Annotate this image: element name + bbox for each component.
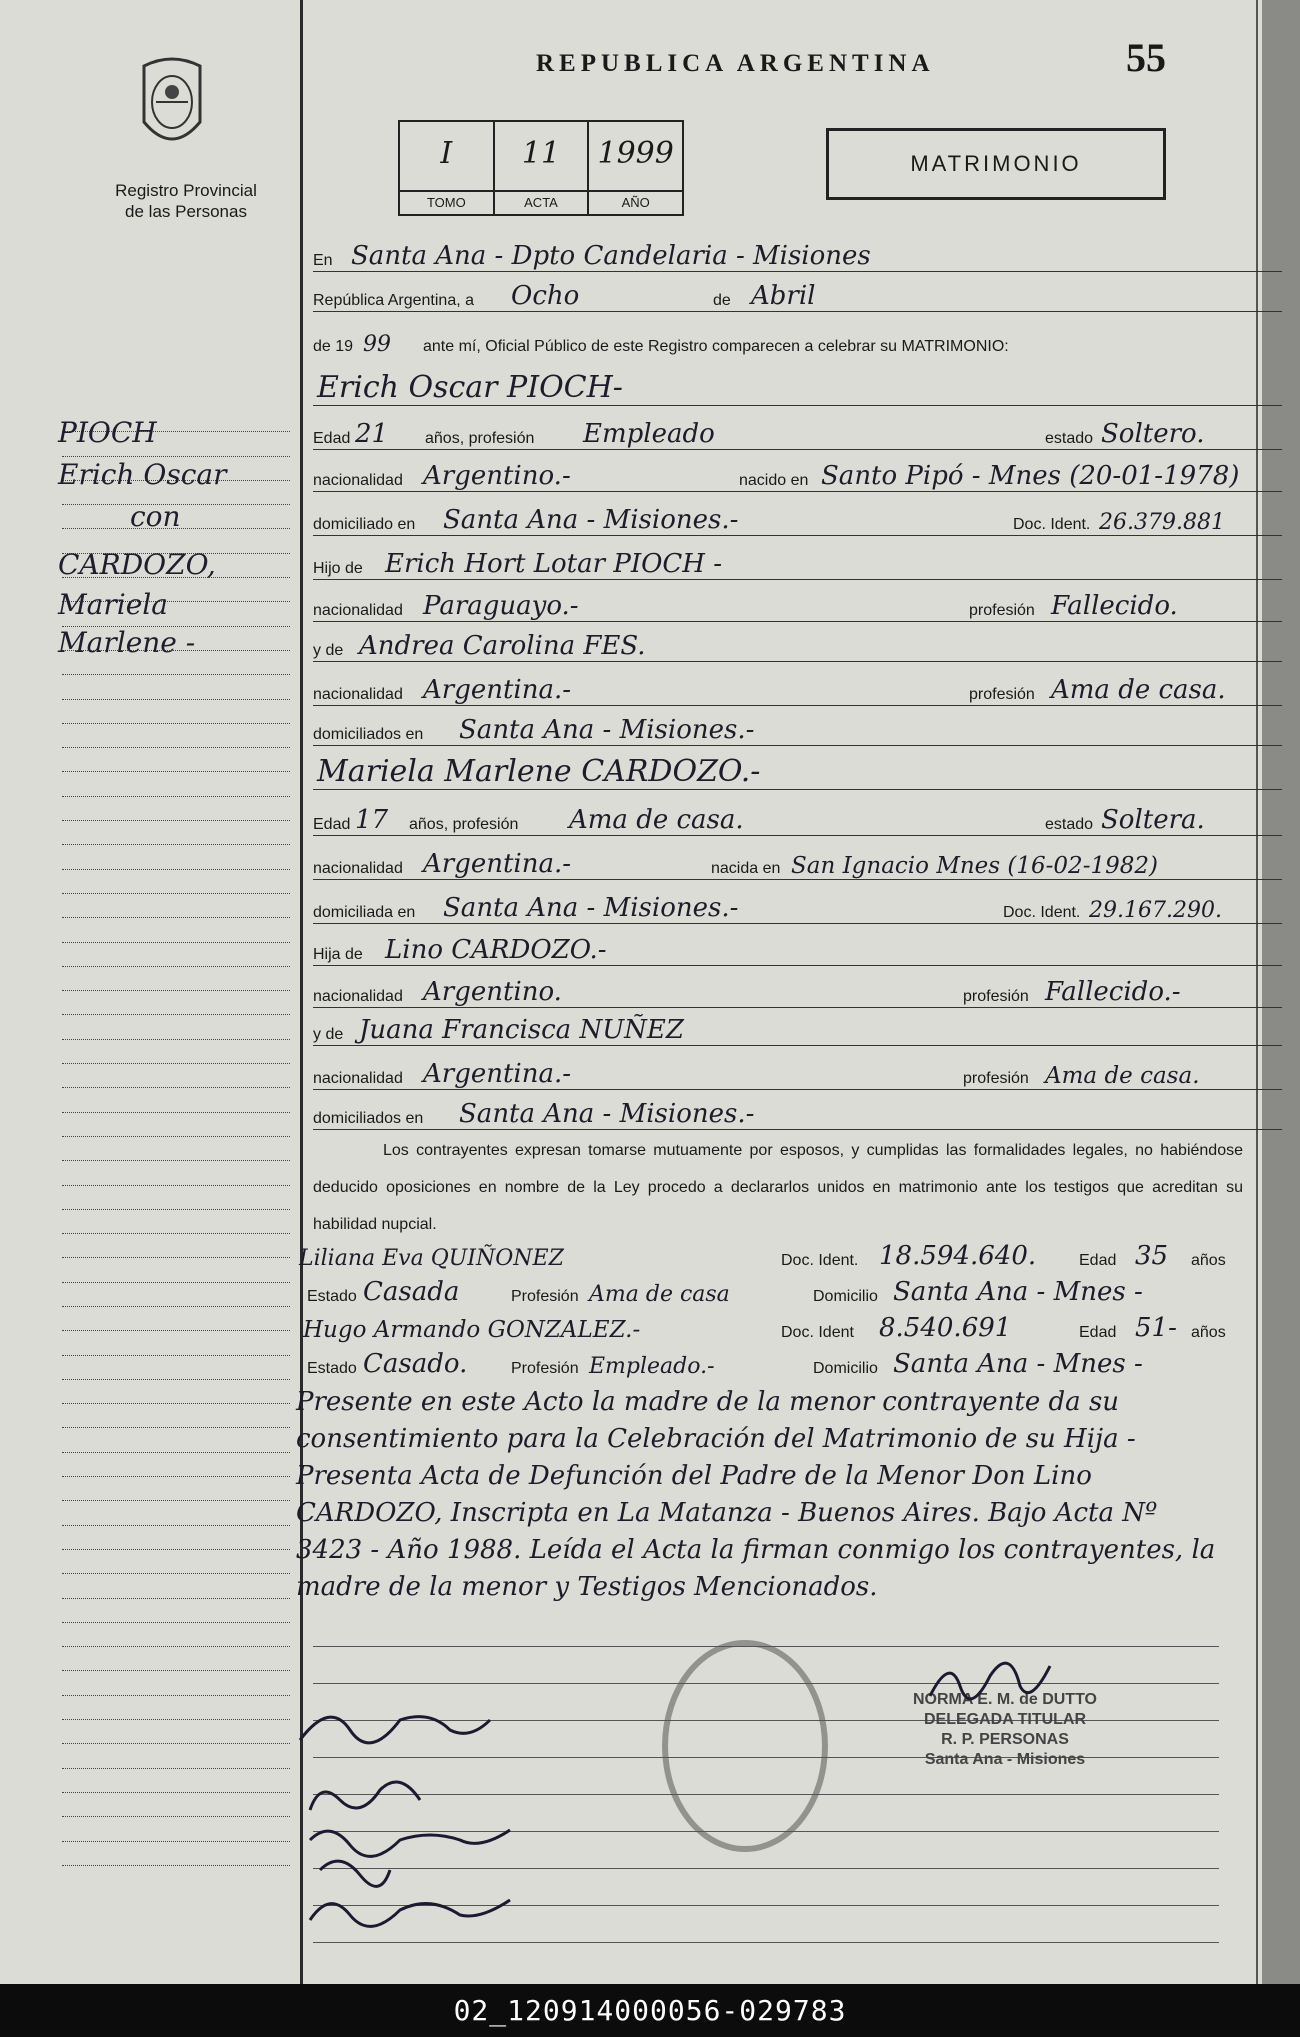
margin-rule	[62, 1015, 290, 1039]
nacionalidad-label: nacionalidad	[313, 472, 403, 489]
acta-value: 11	[521, 136, 561, 171]
acta-cell	[495, 122, 590, 214]
margin-rule	[62, 1696, 290, 1720]
margin-rule	[62, 1671, 290, 1695]
bride-father: Lino CARDOZO.-	[385, 935, 607, 965]
margin-rule	[62, 1817, 290, 1841]
groom-mother: Andrea Carolina FES.	[359, 631, 646, 661]
groom-parents-address: Santa Ana - Misiones.-	[459, 715, 755, 745]
domicilio-label: Domicilio	[813, 1360, 878, 1377]
margin-rule	[62, 1234, 290, 1258]
margin-rule	[62, 1793, 290, 1817]
groom-father-nat-line	[313, 590, 1282, 626]
margin-rule	[62, 991, 290, 1015]
doc-label: Doc. Ident.	[1013, 516, 1091, 533]
bride-parents-address: Santa Ana - Misiones.-	[459, 1099, 755, 1129]
margin-rule	[62, 1331, 290, 1355]
margin-rule	[62, 1210, 290, 1234]
nacionalidad-label: nacionalidad	[313, 860, 403, 877]
witness2-details-line	[307, 1348, 1282, 1384]
margin-rule	[62, 894, 290, 918]
witness2-line	[303, 1312, 1282, 1348]
groom-mother-profession: Ama de casa.	[1051, 675, 1226, 705]
bride-parents-address-line	[313, 1098, 1282, 1134]
bride-profession: Ama de casa.	[569, 805, 744, 835]
margin-bride-name: Mariela	[58, 588, 168, 621]
witness1-profession: Ama de casa	[589, 1282, 730, 1307]
margin-rule	[62, 1113, 290, 1137]
witness1-line	[299, 1240, 1282, 1276]
margin-rule	[62, 1380, 290, 1404]
margin-surname: PIOCH	[58, 416, 157, 449]
estado-label: estado	[1045, 430, 1094, 447]
margin-rule	[62, 1258, 290, 1282]
margin-rule	[62, 797, 290, 821]
anio-value: 1999	[597, 136, 674, 171]
groom-nationality-line	[313, 460, 1282, 496]
groom-status: Soltero.	[1101, 419, 1205, 449]
margin-rule	[62, 1477, 290, 1501]
tomo-label: TOMO	[400, 190, 493, 214]
groom-parents-address-line	[313, 714, 1282, 750]
official-stamp	[662, 1640, 828, 1852]
margin-rule	[62, 1501, 290, 1525]
groom-birthplace: Santo Pipó - Mnes (20-01-1978)	[821, 461, 1240, 491]
country-title: REPUBLICA ARGENTINA	[536, 50, 935, 77]
y-de-label: y de	[313, 642, 344, 659]
bride-nationality: Argentina.-	[423, 849, 572, 879]
witness1-doc: 18.594.640.	[879, 1241, 1037, 1271]
profesion-label: años, profesión	[409, 816, 519, 833]
estado-label: Estado	[307, 1288, 357, 1305]
bride-birthplace: San Ignacio Mnes (16-02-1982)	[791, 853, 1158, 879]
margin-rule	[62, 1186, 290, 1210]
declaration-text: Los contrayentes expresan tomarse mutuamente por esposos, y cumplidas las formalidades legales, no habiéndose deducido oposiciones en nombre de la Ley procedo a declararlos unidos en matrimonio ante los testigos que acreditan su habilidad nupcial.	[313, 1142, 1243, 1233]
bride-name: Mariela Marlene CARDOZO.-	[317, 754, 761, 789]
tomo-value: I	[440, 136, 453, 171]
profesion-label: profesión	[969, 602, 1035, 619]
witness1-name: Liliana Eva QUIÑONEZ	[299, 1246, 564, 1271]
bride-father-nat-line	[313, 976, 1282, 1012]
profesion-label: profesión	[963, 1070, 1029, 1087]
signatures	[290, 1700, 550, 1940]
groom-address-line	[313, 504, 1282, 540]
statement-text: ante mí, Oficial Público de este Registro comparecen a celebrar su MATRIMONIO:	[423, 338, 1009, 355]
margin-divider	[300, 0, 303, 1984]
margin-rule	[62, 1040, 290, 1064]
groom-age-line	[313, 418, 1282, 454]
act-type-box: MATRIMONIO	[826, 128, 1166, 200]
margin-rule	[62, 870, 290, 894]
margin-bride-name-2: Marlene -	[58, 626, 196, 659]
bride-doc: 29.167.290.	[1089, 898, 1222, 923]
domicilio-label: domiciliado en	[313, 516, 416, 533]
profesion-label: Profesión	[511, 1288, 579, 1305]
groom-father-profession: Fallecido.	[1051, 591, 1178, 621]
place-line	[313, 240, 1282, 276]
profesion-label: Profesión	[511, 1360, 579, 1377]
margin-rule	[62, 1574, 290, 1598]
witness2-age: 51-	[1135, 1313, 1177, 1343]
blank-rule	[313, 1610, 1219, 1647]
witness1-address: Santa Ana - Mnes -	[893, 1277, 1143, 1307]
registrar-office: R. P. PERSONAS	[941, 1731, 1069, 1748]
bride-father-profession: Fallecido.-	[1045, 977, 1181, 1007]
edad-label: Edad	[313, 816, 351, 833]
month-value: Abril	[751, 281, 816, 311]
anio-cell	[589, 122, 682, 214]
nacionalidad-label: nacionalidad	[313, 602, 403, 619]
edad-label: Edad	[1079, 1324, 1117, 1341]
anios-label: años	[1191, 1324, 1226, 1341]
nacionalidad-label: nacionalidad	[313, 988, 403, 1005]
margin-rule	[62, 1720, 290, 1744]
profesion-label: profesión	[963, 988, 1029, 1005]
doc-label: Doc. Ident	[781, 1324, 854, 1341]
record-box	[398, 120, 684, 216]
margin-rule	[62, 1356, 290, 1380]
margin-rule	[62, 700, 290, 724]
margin-con: con	[130, 500, 181, 533]
margin-rule	[62, 1453, 290, 1477]
tomo-cell	[400, 122, 495, 214]
hija-de-label: Hija de	[313, 946, 363, 963]
witness1-details-line	[307, 1276, 1282, 1312]
year-prefix: de 19	[313, 338, 354, 355]
bride-nationality-line	[313, 848, 1282, 884]
margin-rule	[62, 1744, 290, 1768]
page-number: 55	[1126, 35, 1166, 80]
margin-rule	[62, 1769, 290, 1793]
registry-name	[86, 180, 286, 222]
margin-rule	[62, 967, 290, 991]
witness2-profession: Empleado.-	[589, 1354, 715, 1379]
profesion-label: profesión	[969, 686, 1035, 703]
witness2-doc: 8.540.691	[879, 1313, 1012, 1343]
date-line	[313, 280, 1282, 316]
groom-father-nationality: Paraguayo.-	[423, 591, 579, 621]
republica-label: República Argentina, a	[313, 292, 474, 309]
nacida-label: nacida en	[711, 860, 781, 877]
groom-nationality: Argentino.-	[423, 461, 571, 491]
doc-label: Doc. Ident.	[781, 1252, 859, 1269]
doc-label: Doc. Ident.	[1003, 904, 1081, 921]
estado-label: estado	[1045, 816, 1094, 833]
witness1-status: Casada	[363, 1277, 460, 1307]
margin-rule	[62, 1088, 290, 1112]
margin-rule	[62, 1161, 290, 1185]
margin-rule	[62, 1599, 290, 1623]
groom-address: Santa Ana - Misiones.-	[443, 505, 739, 535]
bride-mother-line	[313, 1014, 1282, 1050]
margin-rule	[62, 845, 290, 869]
witness1-age: 35	[1135, 1241, 1169, 1271]
margin-rule	[62, 1842, 290, 1866]
bride-father-line	[313, 934, 1282, 970]
edad-label: Edad	[1079, 1252, 1117, 1269]
groom-profession: Empleado	[583, 419, 715, 449]
domiciliada-label: domiciliada en	[313, 904, 416, 921]
en-label: En	[313, 252, 333, 269]
hijo-de-label: Hijo de	[313, 560, 363, 577]
margin-rule	[62, 821, 290, 845]
nacido-label: nacido en	[739, 472, 809, 489]
margin-rule	[62, 918, 290, 942]
anio-label: AÑO	[589, 190, 682, 214]
bride-mother-profession: Ama de casa.	[1045, 1063, 1200, 1089]
margin-rule	[62, 772, 290, 796]
margin-rule	[62, 1404, 290, 1428]
bride-status: Soltera.	[1101, 805, 1205, 835]
edad-label: Edad	[313, 430, 351, 447]
margin-rule	[62, 943, 290, 967]
bride-age: 17	[355, 805, 389, 835]
y-de-label: y de	[313, 1026, 344, 1043]
margin-rule	[62, 1307, 290, 1331]
year-suffix: 99	[363, 332, 391, 357]
groom-name-line	[313, 366, 1282, 410]
margin-bride-surname: CARDOZO,	[58, 548, 216, 581]
groom-mother-line	[313, 630, 1282, 666]
statement-line	[313, 326, 1282, 362]
bride-address: Santa Ana - Misiones.-	[443, 893, 739, 923]
acta-label: ACTA	[495, 190, 588, 214]
bride-age-line	[313, 804, 1282, 840]
provincial-seal-icon	[136, 52, 208, 162]
place-value: Santa Ana - Dpto Candelaria - Misiones	[351, 241, 871, 271]
margin-rule	[62, 1428, 290, 1452]
bride-mother: Juana Francisca NUÑEZ	[359, 1015, 684, 1045]
handwritten-note: Presente en este Acto la madre de la menor contrayente da su consentimiento para la Celebración del Matrimonio de su Hija - Presenta Acta de Defunción del Padre de la Menor Don Lino CARDOZO, Inscripta en La Matanza - Buenos Aires. Bajo Acta Nº 3423 - Año 1988. Leída el Acta la firman conmigo los contrayentes, la madre de la menor y Testigos Mencionados.	[296, 1387, 1216, 1602]
anios-label: años	[1191, 1252, 1226, 1269]
day-value: Ocho	[511, 281, 580, 311]
domicilio-label: Domicilio	[813, 1288, 878, 1305]
bride-address-line	[313, 892, 1282, 928]
witness2-status: Casado.	[363, 1349, 468, 1379]
bride-father-nationality: Argentino.	[423, 977, 562, 1007]
registrar-title: DELEGADA TITULAR	[923, 1711, 1087, 1728]
estado-label: Estado	[307, 1360, 357, 1377]
bride-mother-nat-line	[313, 1058, 1282, 1094]
nacionalidad-label: nacionalidad	[313, 1070, 403, 1087]
domiciliados-label: domiciliados en	[313, 1110, 424, 1127]
margin-rule	[62, 1550, 290, 1574]
registrar-signature	[920, 1636, 1080, 1716]
margin-rule	[62, 1623, 290, 1647]
domiciliados-label: domiciliados en	[313, 726, 424, 743]
registry-line-2: de las Personas	[125, 202, 247, 221]
margin-rule	[62, 1283, 290, 1307]
margin-rule	[62, 1137, 290, 1161]
margin-rule	[62, 1526, 290, 1550]
nacionalidad-label: nacionalidad	[313, 686, 403, 703]
de-label: de	[713, 292, 731, 309]
registrar-name: NORMA E. M. de DUTTO	[913, 1691, 1097, 1708]
groom-father: Erich Hort Lotar PIOCH -	[385, 549, 723, 579]
groom-age: 21	[355, 419, 389, 449]
margin-rule	[62, 748, 290, 772]
witness2-name: Hugo Armando GONZALEZ.-	[303, 1317, 641, 1343]
margin-rule	[62, 1647, 290, 1671]
margin-rule	[62, 1064, 290, 1088]
bride-mother-nationality: Argentina.-	[423, 1059, 572, 1089]
groom-mother-nationality: Argentina.-	[423, 675, 572, 705]
document-id: 02_120914000056-029783	[0, 1984, 1300, 2037]
groom-mother-nat-line	[313, 674, 1282, 710]
groom-doc: 26.379.881	[1099, 510, 1225, 535]
bride-name-line	[313, 748, 1282, 794]
margin-rule	[62, 724, 290, 748]
groom-father-line	[313, 548, 1282, 584]
groom-name: Erich Oscar PIOCH-	[317, 370, 623, 405]
margin-given-name: Erich Oscar	[58, 458, 227, 491]
profesion-label: años, profesión	[425, 430, 535, 447]
margin-rule	[62, 675, 290, 699]
registrar-location: Santa Ana - Misiones	[924, 1751, 1086, 1768]
registry-line-1: Registro Provincial	[115, 181, 257, 200]
witness2-address: Santa Ana - Mnes -	[893, 1349, 1143, 1379]
